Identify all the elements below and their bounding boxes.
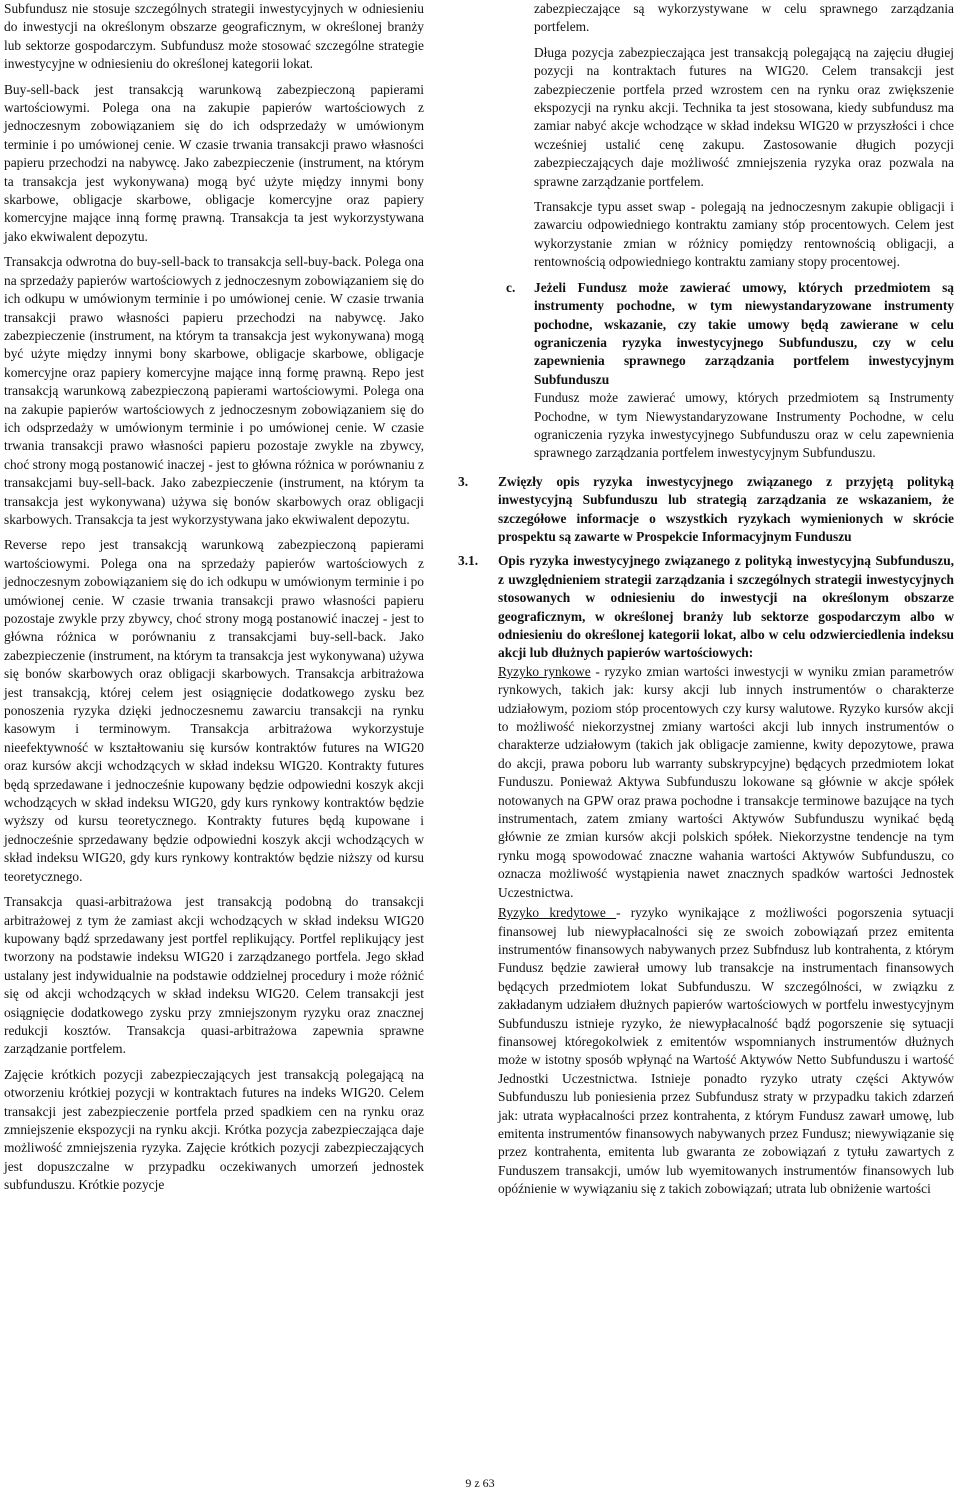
paragraph-long-position: Długa pozycja zabezpieczająca jest transakcją polegającą na zajęciu długiej pozycji na kontraktach futures na WIG20. Celem transakcji jest zabezpieczenie portfela przed wzrostem cen na rynku oraz zwiększenie ekspozycji na rynku akcji. Technika ta jest stosowana, kiedy subfundusz ma zamiar nabyć akcje wchodzące w skład indeksu WIG20 w przyszłości i chce wcześniej ustalić cenę zakupu. Zastosowanie długich pozycji zabezpieczających daje możliwość zmniejszenia ryzyka oraz pozwala na sprawne zarządzanie portfelem. (534, 44, 954, 189)
section-3-1 (458, 552, 954, 1198)
paragraph-short-positions: Zajęcie krótkich pozycji zabezpieczających jest transakcją polegającą na otworzeniu krótkiej pozycji w kontraktach futures na indeks WIG20. Celem transakcji jest zabezpieczenie portfela przed spadkiem cen na rynku oraz zmniejszenie ekspozycji na rynku akcji. Krótka pozycja zabezpieczająca daje możliwość zmniejszenia ryzyka. Zajęcie krótkich pozycji zabezpieczających jest dopuszczalne w przypadku oczekiwanych umorzeń jednostek subfunduszu. Krótkie pozycje (4, 1066, 424, 1193)
market-risk-label: Ryzyko rynkowe (498, 663, 591, 679)
paragraph-buy-sell-back: Buy-sell-back jest transakcją warunkową zabezpieczoną papierami wartościowymi. Polega ona na zakupie papierów wartościowych z jednoczesnym zobowiązaniem się do ich odsprzedaży w umówionym terminie i po umówionej cenie. W czasie trwania transakcji prawo własności papieru przechodzi na nabywcę. Jako zabezpieczenie (instrument, na którym ta transakcja jest wykonywana) mogą być użyte między innymi bony skarbowe, obligacje skarbowe, obligacje komercyjne oraz papiery komercyjne mające inną formę prawną. Transakcja ta jest wykorzystywana jako ekwiwalent depozytu. (4, 81, 424, 244)
item-c-marker: c. (506, 279, 516, 295)
indented-paragraphs (534, 0, 954, 272)
item-c (506, 279, 954, 463)
section-3-number: 3. (458, 473, 469, 489)
credit-risk-label: Ryzyko kredytowe (498, 905, 617, 921)
paragraph-quasi-arbitrage: Transakcja quasi-arbitrażowa jest transakcją podobną do transakcji arbitrażowej z tym że zamiast akcji wchodzących w skład indeksu WIG20 kupowany bądź sprzedawany jest portfel replikujący. Portfel replikujący jest tworzony na podstawie indeksu WIG20 i zarządzanego portfela. Jego skład ustalany jest indywidualnie na podstawie oddzielnej procedury i może różnić się od akcji wchodzących w skład indeksu WIG20. Celem transakcji jest osiągnięcie dodatkowego zysku przy zmniejszonym ryzyku oraz znacznej redukcji kosztów. Transakcja quasi-arbitrażowa zapewnia sprawne zarządzanie portfelem. (4, 894, 424, 1057)
page-number: 9 z 63 (465, 1476, 495, 1490)
section-3-1-number: 3.1. (458, 553, 479, 569)
right-column (458, 0, 954, 1206)
paragraph-strategy: Subfundusz nie stosuje szczególnych strategii inwestycyjnych w odniesieniu do inwestycji na określonym obszarze geograficznym, w określonej branży lub sektorze gospodarczym. Subfundusz może stosować szczególne strategie inwestycyjne w odniesieniu do określonej kategorii lokat. (4, 1, 424, 72)
market-risk-text: - ryzyko zmian wartości inwestycji w wyniku zmian parametrów rynkowych, takich jak: kursy akcji lub innych instrumentów o charakterze udziałowym, poziom stóp procentowych czy kursy walutowe. Ryzyko kursów akcji to możliwość niekorzystnej zmiany wartości akcji lub innych instrumentów o charakterze udziałowym (takich jak obligacje zamienne, kwity depozytowe, prawa do akcji, prawa poboru lub warranty subskrypcyjne) będących przedmiotem lokat Funduszu. Ponieważ Aktywa Subfunduszu lokowane są głównie w akcje spółek notowanych na GPW oraz prawa pochodne i transakcje terminowe bazujące na tych instrumentach, zatem zmiany wartości Aktywów Subfunduszu wynikać będą głównie ze zmian kursów akcji polskich spółek. Niekorzystne tendencje na tym rynku mogą spowodować znaczne wahania wartości Aktywów Subfunduszu, co oznacza możliwość wystąpienia nawet znacznych spadków wartości Jednostek Uczestnictwa. (498, 663, 954, 900)
paragraph-sell-buy-back: Transakcja odwrotna do buy-sell-back to transakcja sell-buy-back. Polega ona na sprzedaży papierów wartościowych z jednoczesnym zobowiązaniem się do ich odkupu w umówionym terminie i po umówionej cenie. W czasie trwania transakcji prawo własności papieru przechodzi na nabywcę. Jako zabezpieczenie (instrument, na którym ta transakcja jest wykonywana) mogą być użyte między innymi bony skarbowe, obligacje skarbowe, obligacje komercyjne oraz papiery komercyjne mające inną formę prawną. Repo jest transakcją warunkową zabezpieczoną papierami wartościowymi. Polega ona na zakupie papierów wartościowych z jednoczesnym zobowiązaniem się do ich odsprzedaży w umówionym terminie i po umówionej cenie. W czasie trwania transakcji prawo własności papieru pozostaje zwykle na zbywcy, choć strony mogą postanowić inaczej - jest to główna różnica w porównaniu z transakcjami buy-sell-back. Jako zabezpieczenie (instrument, na którym ta transakcja jest wykonywana) używa się bonów skarbowych oraz obligacji skarbowych. Transakcja ta jest wykorzystywana jako ekwiwalent depozytu. (4, 254, 424, 527)
section-3 (458, 473, 954, 547)
item-c-text: Fundusz może zawierać umowy, których przedmiotem są Instrumenty Pochodne, w tym Niewystandaryzowane Instrumenty Pochodne, w celu ograniczenia ryzyka inwestycyjnego Subfunduszu oraz w celu zapewnienia sprawnego zarządzania portfelem inwestycyjnym Subfunduszu. (534, 390, 954, 461)
paragraph-short-positions-cont: zabezpieczające są wykorzystywane w celu sprawnego zarządzania portfelem. (534, 1, 954, 35)
section-3-1-heading: Opis ryzyka inwestycyjnego związanego z polityką inwestycyjną Subfunduszu, z uwzględnieniem strategii zarządzania i szczególnych strategii inwestycyjnych stosowanych w odniesieniu do inwestycji na określonym obszarze geograficznym, w określonej branży lub sektorze gospodarczym albo w odniesieniu do określonej kategorii lokat, albo w celu odzwierciedlenia indeksu akcji lub dłużnych papierów wartościowych: (498, 553, 954, 661)
paragraph-asset-swap: Transakcje typu asset swap - polegają na jednoczesnym zakupie obligacji i zawarciu odpowiedniego kontraktu zamiany stóp procentowych. Celem jest wykorzystanie zmian w różnicy pomiędzy rentownością obligacji, a rentownością odpowiedniego kontraktu zamiany stopy procentowej. (534, 199, 954, 270)
credit-risk-paragraph (498, 904, 954, 1199)
market-risk-paragraph (498, 663, 954, 902)
section-3-heading: Zwięzły opis ryzyka inwestycyjnego związanego z przyjętą polityką inwestycyjną Subfunduszu lub strategią zarządzania ze wskazaniem, że szczegółowe informacje o wszystkich ryzykach wymienionych w skrócie prospektu są zawarte w Prospekcie Informacyjnym Funduszu (498, 473, 954, 544)
paragraph-reverse-repo: Reverse repo jest transakcją warunkową zabezpieczoną papierami wartościowymi. Polega ona na sprzedaży papierów wartościowych z jednoczesnym zobowiązaniem się do ich odkupu w umówionym terminie i po umówionej cenie. W czasie trwania transakcji prawo własności papieru pozostaje zwykle przy zbywcy, choć strony mogą postanowić inaczej - jest to główna różnica w porównaniu z transakcjami buy-sell-back. Jako zabezpieczenie (instrument, na którym ta transakcja jest wykonywana) używa się bonów skarbowych oraz obligacji skarbowych. Transakcja arbitrażowa jest transakcją, której celem jest osiągnięcie dodatkowego zysku bez ponoszenia ryzyka dzięki jednoczesnemu zawarciu transakcji na rynku kasowym i terminowym. Transakcja arbitrażowa wykorzystuje nieefektywność w kształtowaniu się kursów kontraktów futures na WIG20 oraz kursów akcji wchodzących w skład indeksu WIG20. Kontrakty futures będą sprzedawane i jednocześnie kupowany będzie odpowiedni koszyk akcji wchodzących w skład indeksu WIG20, gdy kurs rynkowy kontraktów będzie wyższy od kursu teoretycznego. Kontrakty futures będą kupowane i jednocześnie sprzedawany będzie odpowiedni koszyk akcji wchodzących w skład indeksu WIG20, gdy kurs rynkowy kontraktów będzie niższy od kursu teoretycznego. (4, 537, 424, 884)
item-c-heading: Jeżeli Fundusz może zawierać umowy, których przedmiotem są instrumenty pochodne, w tym niewystandaryzowane instrumenty pochodne, wskazanie, czy takie umowy będą zawierane w celu ograniczenia ryzyka inwestycyjnego Subfunduszu, czy w celu zapewnienia sprawnego zarządzania portfelem inwestycyjnym Subfunduszu (534, 279, 954, 387)
credit-risk-text: - ryzyko wynikające z możliwości pogorszenia sytuacji finansowej lub niewypłacalności się ze swoich zobowiązań przez emitenta instrumentów finansowych nabywanych przez Subfndusz lub kontrahenta, z którym Fundusz będzie zawierał umowy lub transakcje na instrumentach finansowych będących przedmiotem lokat Subfunduszu. W szczególności, w związku z zakładanym udziałem dłużnych papierów wartościowych w portfelu inwestycyjnym Subfunduszu istnieje ryzyko, że niewypłacalność bądź pogorszenie się sytuacji finansowej któregokolwiek z emitentów wspomnianych instrumentów dłużnych może w istotny sposób wpłynąć na Wartość Aktywów Netto Subfunduszu i wartość Jednostki Uczestnictwa. Istnieje ponadto ryzyko utraty części Aktywów Subfunduszu lub poniesienia przez Subfundusz straty w przypadku takich zdarzeń jak: utrata wypłacalności przez kontrahenta, z którym Fundusz zawarł umowę, lub emitenta instrumentów finansowych nabywanych przez Fundusz; niewywiązanie się przez kontrahenta, emitenta lub gwaranta ze zobowiązań z tytułu zawartych z Funduszem transakcji, umów lub wyemitowanych instrumentów finansowych lub opóźnienie w wywiązaniu się z takich zobowiązań; utrata lub obniżenie wartości (498, 905, 954, 1197)
left-column (4, 0, 424, 1202)
